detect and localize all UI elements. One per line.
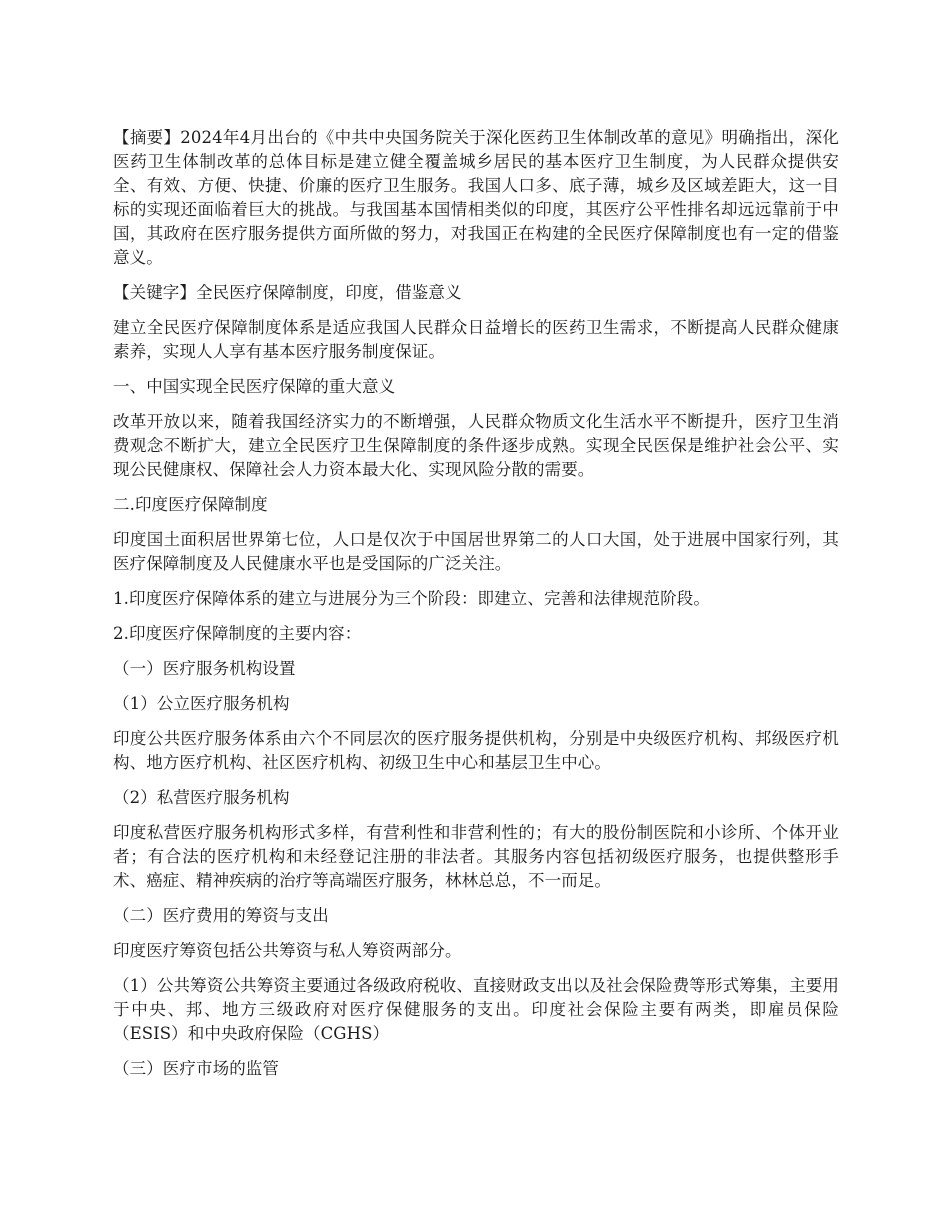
section-2-paragraph: 印度国土面积居世界第七位，人口是仅次于中国居世界第二的人口大国，处于进展中国家行列，其医疗保障制度及人民健康水平也是受国际的广泛关注。	[113, 530, 839, 573]
financing-paragraph: 印度医疗筹资包括公共筹资与私人筹资两部分。	[113, 941, 462, 960]
section-1-paragraph: 改革开放以来，随着我国经济实力的不断增强，人民群众物质文化生活水平不断提升，医疗卫生消费观念不断扩大，建立全民医疗卫生保障制度的条件逐步成熟。实现全民医保是维护社会公平、实现公民健康权、保障社会人力资本最大化、实现风险分散的需要。	[113, 412, 839, 479]
document-body	[113, 126, 839, 1081]
abstract-paragraph: 【摘要】2024年4月出台的《中共中央国务院关于深化医药卫生体制改革的意见》明确指出，深化医药卫生体制改革的总体目标是建立健全覆盖城乡居民的基本医疗卫生制度，为人民群众提供安全、有效、方便、快捷、价廉的医疗卫生服务。我国人口多、底子薄，城乡及区域差距大，这一目标的实现还面临着巨大的挑战。与我国基本国情相类似的印度，其医疗公平性排名却远远靠前于中国，其政府在医疗服务提供方面所做的努力，对我国正在构建的全民医疗保障制度也有一定的借鉴意义。	[113, 128, 839, 267]
public-financing-paragraph: （1）公共筹资公共筹资主要通过各级政府税收、直接财政支出以及社会保险费等形式筹集，主要用于中央、邦、地方三级政府对医疗保健服务的支出。印度社会保险主要有两类，即雇员保险（ESIS）和中央政府保险（CGHS）	[113, 976, 839, 1043]
public-institutions-paragraph: 印度公共医疗服务体系由六个不同层次的医疗服务提供机构，分别是中央级医疗机构、邦级医疗机构、地方医疗机构、社区医疗机构、初级卫生中心和基层卫生中心。	[113, 729, 839, 772]
numbered-item-2: 2.印度医疗保障制度的主要内容：	[113, 624, 362, 643]
keywords-paragraph: 【关键字】全民医疗保障制度，印度，借鉴意义	[113, 283, 462, 302]
subsection-heading-1: （一）医疗服务机构设置	[113, 659, 296, 678]
section-heading-2: 二.印度医疗保障制度	[113, 495, 268, 514]
section-heading-1: 一、中国实现全民医疗保障的重大意义	[113, 377, 396, 396]
numbered-item-1: 1.印度医疗保障体系的建立与进展分为三个阶段：即建立、完善和法律规范阶段。	[113, 589, 710, 608]
subsection-heading-3: （三）医疗市场的监管	[113, 1059, 279, 1078]
subsection-heading-2: （二）医疗费用的筹资与支出	[113, 906, 329, 925]
sub-item-private-heading: （2）私营医疗服务机构	[113, 788, 290, 807]
private-institutions-paragraph: 印度私营医疗服务机构形式多样，有营利性和非营利性的；有大的股份制医院和小诊所、个体开业者；有合法的医疗机构和未经登记注册的非法者。其服务内容包括初级医疗服务，也提供整形手术、癌症、精神疾病的治疗等高端医疗服务，林林总总，不一而足。	[113, 823, 839, 890]
sub-item-public-heading: （1）公立医疗服务机构	[113, 694, 290, 713]
intro-paragraph: 建立全民医疗保障制度体系是适应我国人民群众日益增长的医药卫生需求，不断提高人民群众健康素养，实现人人享有基本医疗服务制度保证。	[113, 318, 839, 361]
